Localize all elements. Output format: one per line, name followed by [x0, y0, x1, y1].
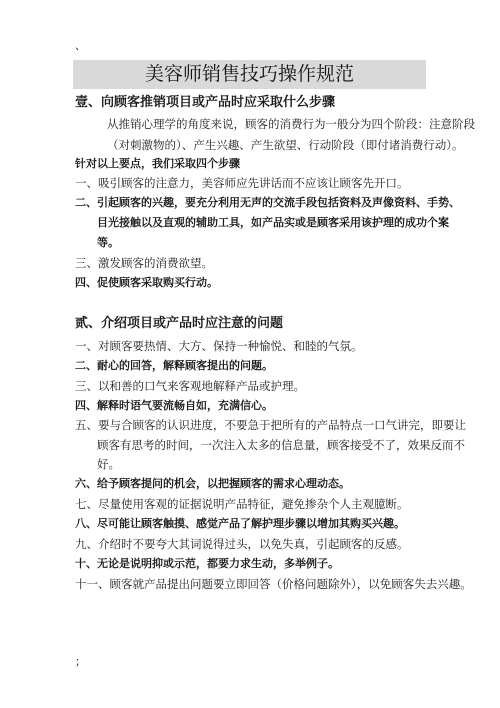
point-10: 十、无论是说明抑或示范，都要力求生动，多举例子。 [75, 557, 339, 570]
step-3: 三、激发顾客的消费欲望。 [75, 256, 213, 270]
point-9: 九、介绍时不要夸大其词说得过头，以免失真，引起顾客的反感。 [75, 537, 409, 551]
point-8: 八、尽可能让顾客触摸、感觉产品了解护理步骤以增加其购买兴趣。 [75, 517, 405, 530]
bottom-punctuation-mark: ； [75, 655, 86, 668]
point-5-line1: 五、要与合顾客的认识进度，不要急于把所有的产品特点一口气讲完，即要让 [75, 418, 466, 432]
point-2: 二、耐心的回答，解释顾客提出的问题。 [75, 359, 273, 372]
point-1: 一、对顾客要热情、大方、保持一种愉悦、和睦的气氛。 [75, 339, 363, 353]
point-4: 四、解释时语气要流畅自如，充满信心。 [75, 399, 273, 412]
step-2-line3: 等。 [97, 236, 119, 249]
section1-lead: 针对以上要点，我们采取四个步骤 [75, 157, 240, 170]
point-7: 七、尽量使用客观的证据说明产品特征，避免掺杂个人主观臆断。 [75, 497, 409, 511]
point-5-line3: 好。 [97, 457, 120, 471]
top-punctuation-mark: 、 [75, 39, 86, 52]
point-3: 三、以和善的口气来客观地解释产品或护理。 [75, 379, 305, 393]
document-title: 美容师销售技巧操作规范 [73, 60, 426, 89]
point-5-line2: 顾客有思考的时间，一次注入太多的信息量，顾客接受不了，效果反而不 [97, 438, 465, 452]
point-11: 十一、顾客就产品提出问题要立即回答（价格问题除外），以免顾客失去兴趣。 [75, 577, 472, 591]
step-2-line1: 二、引起顾客的兴趣，要充分利用无声的交流手段包括资料及声像资料、手势、 [75, 196, 460, 209]
step-1: 一、吸引顾客的注意力，美容师应先讲话而不应该让顾客先开口。 [75, 176, 409, 190]
section1-intro-line1: 从推销心理学的角度来说，顾客的消费行为一般分为四个阶段：注意阶段 [107, 117, 475, 131]
section1-intro-line2: （对刺激物的）、产生兴趣、产生欲望、行动阶段（即付诸消费行动）。 [107, 138, 464, 152]
section2-heading: 贰、介绍项目或产品时应注意的问题 [75, 316, 284, 331]
step-4: 四、促使顾客采取购买行动。 [75, 276, 218, 289]
point-6: 六、给予顾客提问的机会，以把握顾客的需求心理动态。 [75, 477, 350, 490]
section1-heading: 壹、向顾客推销项目或产品时应采取什么步骤 [75, 95, 336, 110]
step-2-line2: 目光接触以及直观的辅助工具，如产品实或是顾客采用该护理的成功个案 [97, 216, 449, 229]
